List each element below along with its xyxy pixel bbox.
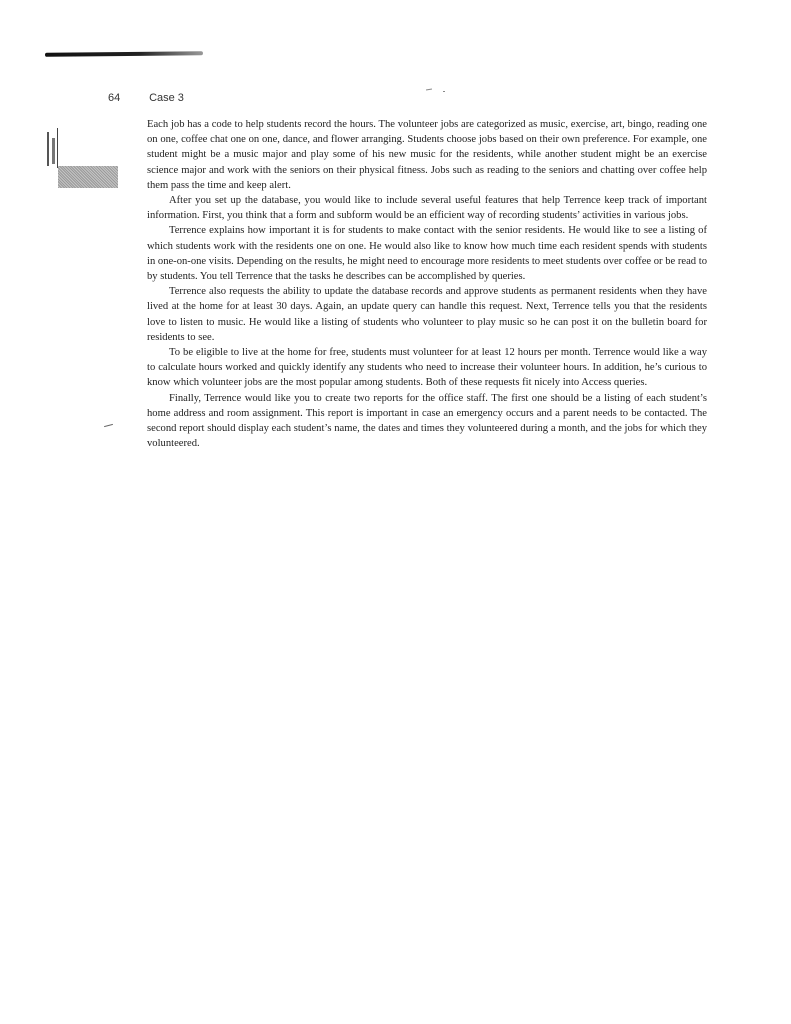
page-number: 64 <box>108 92 121 104</box>
page-header <box>108 92 184 104</box>
page-top-rule <box>45 51 203 57</box>
body-text <box>147 117 707 451</box>
gray-margin-tab <box>58 166 118 188</box>
paragraph: Finally, Terrence would like you to create two reports for the office staff. The first one should be a listing of each student’s home address and room assignment. This report is important in case an emergency occurs and a parent needs to be contacted. The second report should display each student’s name, the dates and times they volunteered during a month, and the jobs for which they volunteered. <box>147 392 707 450</box>
paragraph: Terrence explains how important it is for students to make contact with the senior residents. He would like to see a listing of which students work with the residents one on one. He would also like to know how much time each resident spends with students in one-on-one visits. Depending on the results, he might need to encourage more residents to meet students over coffee or be read to by students. You tell Terrence that the tasks he describes can be accomplished by queries. <box>147 225 707 283</box>
paragraph: Each job has a code to help students record the hours. The volunteer jobs are categorized as music, exercise, art, bingo, reading one on one, coffee chat one on one, dance, and flower arranging. Students choose jobs based on their own preference. For example, one student might be a music major and play some of his new music for the residents, while another student might be an exercise science major and work with the seniors on their physical fitness. Jobs such as reading to the seniors and chatting over coffee help them pass the time and keep alert. <box>147 119 707 191</box>
scan-speck <box>443 91 445 92</box>
paragraph: Terrence also requests the ability to update the database records and approve students as permanent residents when they have lived at the home for at least 30 days. Again, an update query can handle this request. Next, Terrence tells you that the residents love to listen to music. He would like a listing of students who volunteer to play music so he can post it on the bulletin board for residents to see. <box>147 286 707 343</box>
section-title: Case 3 <box>149 92 184 104</box>
paragraph: To be eligible to live at the home for free, students must volunteer for at least 12 hours per month. Terrence would like a way to calculate hours worked and quickly identify any students who need to increase their volunteer hours. In addition, he’s curious to know which volunteer jobs are the most popular among students. Both of these requests fit nicely into Access queries. <box>147 347 707 389</box>
margin-marks <box>43 128 61 168</box>
scan-speck <box>426 88 432 90</box>
margin-tick <box>104 424 113 427</box>
paragraph: After you set up the database, you would like to include several useful features that help Terrence keep track of important information. First, you think that a form and subform would be an efficient way of recording students’ activities in various jobs. <box>147 195 707 222</box>
